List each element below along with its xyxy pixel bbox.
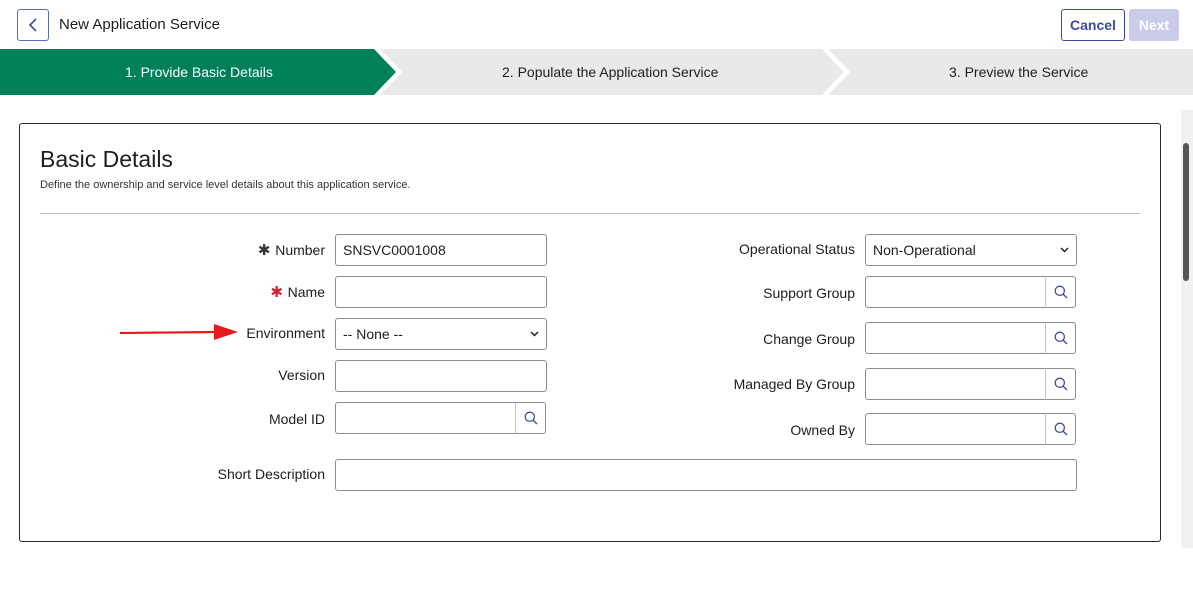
owned-by-label: Owned By	[790, 422, 855, 438]
search-icon	[1054, 285, 1068, 299]
step-1-label[interactable]: 1. Provide Basic Details	[125, 64, 273, 80]
chevron-down-icon	[1060, 247, 1069, 253]
operational-status-value: Non-Operational	[873, 242, 976, 258]
number-label: ✱ Number	[257, 242, 325, 259]
search-icon	[524, 411, 538, 425]
change-group-label: Change Group	[763, 331, 855, 347]
operational-status-label: Operational Status	[739, 241, 855, 257]
chevron-down-icon	[530, 331, 539, 337]
section-subtitle: Define the ownership and service level details about this application service.	[40, 179, 411, 191]
number-field[interactable]: SNSVC0001008	[335, 234, 547, 266]
cancel-button[interactable]: Cancel	[1061, 9, 1125, 41]
name-label: ✱ Name	[270, 284, 325, 301]
environment-label: Environment	[246, 325, 325, 341]
header-bar	[0, 0, 1193, 49]
next-button[interactable]: Next	[1129, 9, 1179, 41]
model-id-field[interactable]	[335, 402, 516, 434]
name-field[interactable]	[335, 276, 547, 308]
annotation-arrow-icon	[118, 322, 240, 342]
owned-by-field[interactable]	[865, 413, 1046, 445]
required-icon: ✱	[270, 284, 283, 301]
managed-by-group-label: Managed By Group	[733, 376, 855, 392]
operational-status-select[interactable]	[865, 234, 1077, 266]
change-group-field[interactable]	[865, 322, 1046, 354]
page-title: New Application Service	[59, 16, 220, 33]
step-3-label[interactable]: 3. Preview the Service	[949, 64, 1089, 80]
environment-select-value: -- None --	[343, 326, 403, 342]
change-group-lookup-button[interactable]	[1045, 322, 1076, 354]
search-icon	[1054, 331, 1068, 345]
model-id-lookup-button[interactable]	[515, 402, 546, 434]
required-set-icon: ✱	[257, 242, 271, 259]
owned-by-lookup-button[interactable]	[1045, 413, 1076, 445]
step-2-label[interactable]: 2. Populate the Application Service	[502, 64, 719, 80]
back-button[interactable]	[17, 9, 49, 41]
version-label: Version	[278, 367, 325, 383]
chevron-left-icon	[28, 18, 38, 32]
progress-stepper	[0, 49, 1193, 95]
environment-select[interactable]	[335, 318, 547, 350]
version-field[interactable]	[335, 360, 547, 392]
support-group-field[interactable]	[865, 276, 1046, 308]
search-icon	[1054, 422, 1068, 436]
short-description-label: Short Description	[217, 466, 325, 482]
scrollbar-thumb[interactable]	[1183, 143, 1189, 281]
section-title: Basic Details	[40, 146, 173, 172]
search-icon	[1054, 377, 1068, 391]
support-group-label: Support Group	[763, 285, 855, 301]
managed-by-group-field[interactable]	[865, 368, 1046, 400]
support-group-lookup-button[interactable]	[1045, 276, 1076, 308]
managed-by-group-lookup-button[interactable]	[1045, 368, 1076, 400]
section-divider	[40, 213, 1140, 214]
model-id-label: Model ID	[268, 411, 325, 427]
short-description-field[interactable]	[335, 459, 1077, 491]
